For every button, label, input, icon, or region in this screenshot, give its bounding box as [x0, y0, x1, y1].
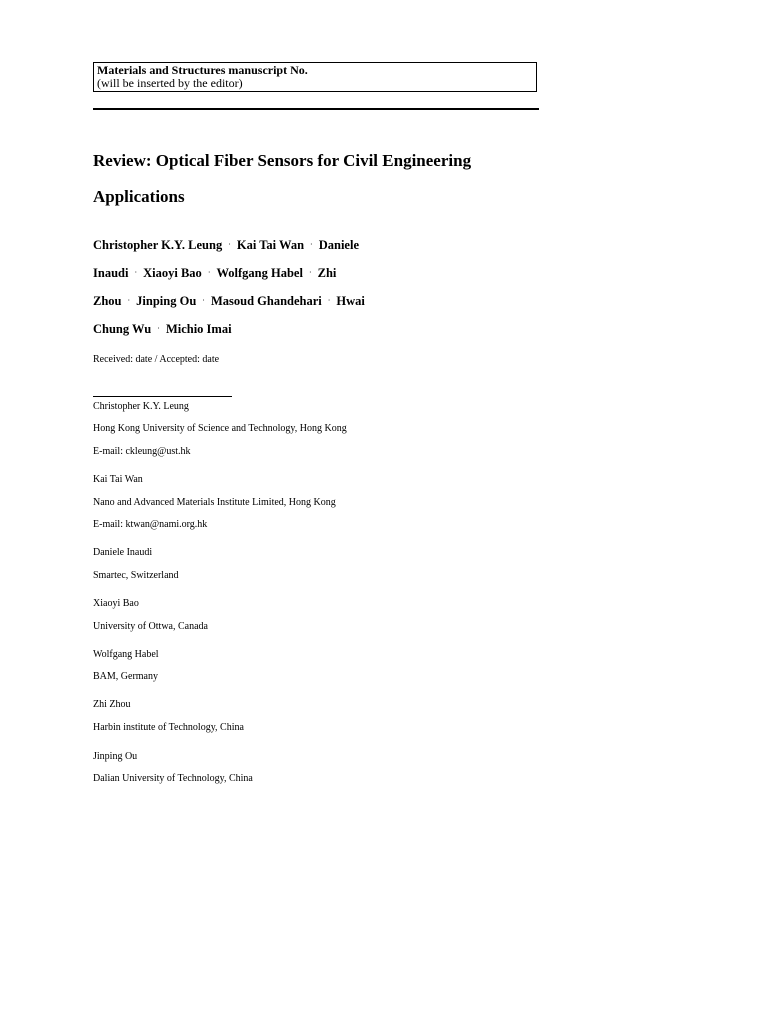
- author-name: Chung Wu: [93, 322, 152, 336]
- author-separator: ·: [157, 324, 160, 333]
- author-name: Daniele: [318, 238, 359, 252]
- author-line-4: [93, 315, 553, 343]
- author-separator: ·: [228, 240, 231, 249]
- author-name: Michio Imai: [165, 322, 232, 336]
- affiliation-institution: BAM, Germany: [93, 671, 158, 682]
- footnote-rule: [93, 396, 232, 397]
- author-line-3: [93, 287, 553, 315]
- affiliation-institution: Nano and Advanced Materials Institute Limited, Hong Kong: [93, 497, 336, 508]
- author-name: Wolfgang Habel: [216, 266, 303, 280]
- author-name: Xiaoyi Bao: [143, 266, 202, 280]
- author-separator: ·: [310, 240, 313, 249]
- author-separator: ·: [308, 268, 312, 277]
- affiliation-name: Kai Tai Wan: [93, 474, 143, 485]
- manuscript-number-label: Materials and Structures manuscript No.: [97, 63, 308, 77]
- author-name: Christopher K.Y. Leung: [93, 238, 223, 252]
- paper-title-line-1: Review: Optical Fiber Sensors for Civil Engineering: [93, 151, 472, 170]
- author-separator: ·: [327, 296, 331, 305]
- author-line-2: [93, 259, 553, 287]
- affiliation-name: Jinping Ou: [93, 751, 138, 762]
- author-name: Masoud Ghandehari: [210, 294, 322, 308]
- editor-note: (will be inserted by the editor): [97, 76, 243, 90]
- received-accepted-dates: Received: date / Accepted: date: [93, 354, 220, 365]
- author-separator: ·: [134, 268, 138, 277]
- affiliation-institution: Hong Kong University of Science and Technology, Hong Kong: [93, 423, 347, 434]
- author-separator: ·: [207, 268, 211, 277]
- affiliation-institution: Harbin institute of Technology, China: [93, 722, 244, 733]
- affiliation-email: E-mail: ktwan@nami.org.hk: [93, 519, 208, 530]
- author-name: Hwai: [336, 294, 365, 308]
- affiliation-name: Christopher K.Y. Leung: [93, 401, 189, 412]
- affiliation-name: Daniele Inaudi: [93, 547, 153, 558]
- author-name: Kai Tai Wan: [236, 238, 305, 252]
- author-name: Zhou: [93, 294, 122, 308]
- affiliation-name: Zhi Zhou: [93, 699, 131, 710]
- paper-title: [93, 143, 543, 215]
- affiliation-email: E-mail: ckleung@ust.hk: [93, 446, 191, 457]
- author-separator: ·: [127, 296, 131, 305]
- author-name: Zhi: [317, 266, 337, 280]
- author-name: Inaudi: [93, 266, 129, 280]
- affiliation-name: Xiaoyi Bao: [93, 598, 139, 609]
- manuscript-number-box: [93, 62, 537, 92]
- paper-title-line-2: Applications: [93, 187, 185, 206]
- affiliation-institution: University of Ottwa, Canada: [93, 621, 208, 632]
- header-rule: [93, 108, 539, 110]
- affiliation-institution: Dalian University of Technology, China: [93, 773, 253, 784]
- author-separator: ·: [202, 296, 205, 305]
- affiliation-name: Wolfgang Habel: [93, 649, 159, 660]
- affiliation-institution: Smartec, Switzerland: [93, 570, 179, 581]
- author-line-1: [93, 231, 553, 259]
- author-name: Jinping Ou: [136, 294, 197, 308]
- author-list: [93, 231, 553, 343]
